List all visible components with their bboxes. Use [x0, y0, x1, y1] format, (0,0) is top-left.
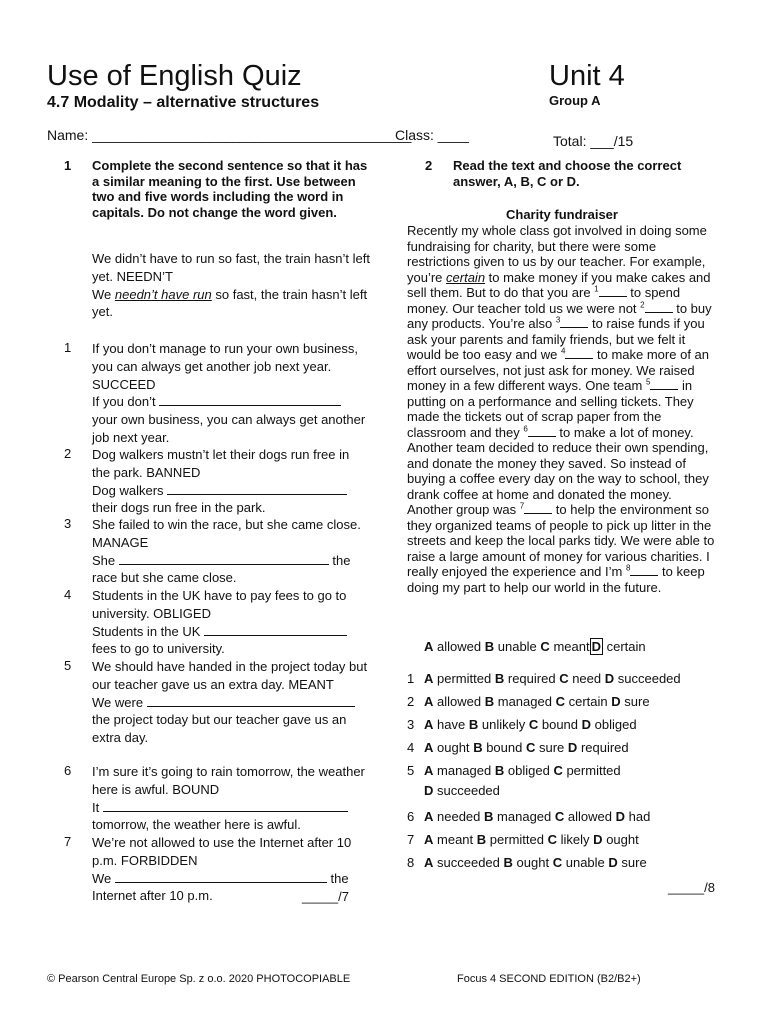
gap-6[interactable] — [528, 425, 556, 437]
option-word[interactable]: had — [628, 809, 651, 824]
option-word[interactable]: succeeded — [617, 671, 681, 686]
option-letter-d[interactable]: D — [567, 740, 578, 755]
option-word[interactable]: ought — [606, 832, 639, 847]
option-letter-d[interactable]: D — [424, 783, 434, 798]
gap-number: 2 — [640, 300, 645, 310]
item-sentence: We should have handed in the project today but our teacher gave us an extra day. MEANT — [92, 659, 368, 692]
option-letter-b[interactable]: B — [484, 694, 495, 709]
charity-text: Recently my whole class got involved in doing some fundraising for charity, but there were some restrictions given to us by our teacher. For example, you’re certain to make money if you make cakes and sell them. But to do that you are $^1$ to spend money. Our teacher told us we were not $^2$ to buy any products. You’re also $^3$ to raise funds if you ask your parents and family friends, but we felt it would be too easy and we $^4$ to make more of an effort ourselves, not just ask for money. We raised money in a few different ways. One team $^5$ in putting on a performance and selling tickets. They made the tickets out of scrap paper from the classroom and they $^6$ to make a lot of money. Another team decided to reduce their own spending, and donate the money they saved. So instead of buying a coffee every day on the way to school, they drank coffee at home and donated the money. Another group was $^7$ to help the environment so they organized teams of people to pick up litter in the streets and keep the local parks tidy. We were able to raise a large amount of money for various charities. I really enjoyed the experience and I’m $^8$ to keep doing my part to help our world in the future. — [407, 223, 715, 595]
gap-7[interactable] — [524, 502, 552, 514]
option-row — [424, 855, 647, 870]
option-letter-c[interactable]: C — [559, 671, 569, 686]
option-letter-b[interactable]: B — [494, 763, 505, 778]
option-word[interactable]: bound — [541, 717, 579, 732]
option-letter-c[interactable]: C — [553, 763, 563, 778]
example-selected-option: D — [591, 639, 601, 654]
unit-label: Unit 4 — [549, 60, 625, 92]
option-word[interactable]: permitted — [566, 763, 621, 778]
answer-line[interactable] — [159, 393, 341, 406]
option-letter-a[interactable]: A — [424, 832, 434, 847]
option-word[interactable]: need — [572, 671, 602, 686]
item-rewrite: Dog walkers their dogs run free in the park. — [92, 482, 368, 518]
item-number: 3 — [64, 516, 72, 531]
item-rewrite: She the race but she came close. — [92, 552, 351, 586]
gap-number: 7 — [519, 501, 525, 511]
option-word[interactable]: unable — [565, 855, 605, 870]
option-row — [424, 763, 621, 798]
gap-number: 1 — [594, 284, 599, 294]
option-letter-c[interactable]: C — [554, 809, 565, 824]
answer-line[interactable] — [119, 552, 329, 565]
answer-line[interactable] — [147, 694, 355, 707]
option-row — [424, 809, 650, 824]
option-letter-a[interactable]: A — [424, 809, 434, 824]
option-word[interactable]: certain — [568, 694, 608, 709]
exercise-2-number: 2 — [425, 158, 433, 173]
list-item — [92, 587, 368, 658]
option-letter-b[interactable]: B — [473, 740, 483, 755]
exercise-2-score: _____/8 — [668, 880, 715, 895]
example-options: A allowed B unable C meant D certain — [424, 639, 646, 654]
option-letter-d[interactable]: D — [593, 832, 603, 847]
option-row — [424, 832, 639, 847]
answer-line[interactable] — [167, 482, 347, 495]
class-field[interactable]: Class: ____ — [395, 127, 469, 143]
item-rewrite: Students in the UK fees to go to university. — [92, 623, 368, 659]
option-number: 2 — [407, 694, 415, 709]
quiz-subtitle: 4.7 Modality – alternative structures — [47, 94, 320, 111]
item-sentence: Dog walkers mustn’t let their dogs run free in the park. BANNED — [92, 447, 350, 480]
item-number: 7 — [64, 834, 72, 849]
option-word[interactable]: managed — [437, 763, 492, 778]
option-row — [424, 671, 681, 686]
item-sentence: If you don’t manage to run your own business, you can always get another job next year. SUCCEED — [92, 341, 358, 392]
option-letter-b[interactable]: B — [503, 855, 513, 870]
text-example-word: certain — [446, 269, 486, 285]
name-field[interactable]: Name: _________________________________________ — [47, 127, 412, 143]
option-word[interactable]: needed — [437, 809, 481, 824]
option-letter-b[interactable]: B — [476, 832, 487, 847]
option-word[interactable]: allowed — [567, 809, 612, 824]
gap-number: 6 — [523, 424, 528, 434]
option-letter-d[interactable]: D — [581, 717, 592, 732]
gap-8[interactable] — [630, 564, 658, 576]
item-sentence: Students in the UK have to pay fees to go to university. OBLIGED — [92, 588, 347, 621]
option-word[interactable]: managed — [497, 694, 552, 709]
option-letter-b[interactable]: B — [494, 671, 505, 686]
option-letter-a[interactable]: A — [424, 763, 434, 778]
item-number: 6 — [64, 763, 72, 778]
item-rewrite: It tomorrow, the weather here is awful. — [92, 799, 368, 835]
answer-line[interactable] — [115, 870, 327, 883]
option-word[interactable]: obliged — [594, 717, 637, 732]
option-word[interactable]: have — [437, 717, 466, 732]
option-row — [424, 694, 650, 709]
option-word[interactable]: permitted — [489, 832, 544, 847]
option-letter-a[interactable]: A — [424, 694, 434, 709]
option-letter-a[interactable]: A — [424, 671, 434, 686]
gap-4[interactable] — [565, 347, 593, 359]
option-letter-d[interactable]: D — [611, 694, 621, 709]
option-letter-b[interactable]: B — [468, 717, 479, 732]
option-word[interactable]: permitted — [437, 671, 492, 686]
quiz-title: Use of English Quiz — [47, 60, 302, 92]
option-word[interactable]: succeeded — [437, 855, 500, 870]
option-number: 3 — [407, 717, 415, 732]
option-word[interactable]: obliged — [507, 763, 550, 778]
item-number: 5 — [64, 658, 72, 673]
footer-edition: Focus 4 SECOND EDITION (B2/B2+) — [457, 973, 641, 985]
item-number: 1 — [64, 340, 72, 355]
option-word[interactable]: required — [507, 671, 556, 686]
list-item — [92, 340, 368, 447]
option-letter-a[interactable]: A — [424, 740, 434, 755]
gap-1[interactable] — [599, 285, 627, 297]
item-number: 4 — [64, 587, 72, 602]
gap-number: 8 — [625, 563, 631, 573]
option-number: 4 — [407, 740, 415, 755]
answer-line[interactable] — [204, 623, 347, 636]
option-word[interactable]: managed — [497, 809, 552, 824]
gap-number: 3 — [555, 315, 561, 325]
option-number: 8 — [407, 855, 415, 870]
option-word[interactable]: sure — [624, 694, 650, 709]
option-word[interactable]: unlikely — [481, 717, 526, 732]
example-sentence: We didn’t have to run so fast, the train hasn’t left yet. NEEDN’T — [92, 251, 370, 284]
answer-line[interactable] — [103, 799, 348, 812]
gap-2[interactable] — [645, 301, 673, 313]
option-word[interactable]: sure — [539, 740, 565, 755]
option-word[interactable]: allowed — [437, 694, 482, 709]
item-number: 2 — [64, 446, 72, 461]
exercise-1-example — [92, 250, 372, 321]
option-letter-a[interactable]: A — [424, 855, 434, 870]
item-sentence: We’re not allowed to use the Internet after 10 p.m. FORBIDDEN — [92, 835, 352, 868]
option-letter-d[interactable]: D — [608, 855, 618, 870]
option-letter-d[interactable]: D — [615, 809, 626, 824]
list-item — [92, 658, 368, 747]
option-letter-c[interactable]: C — [547, 832, 558, 847]
gap-3[interactable] — [560, 316, 588, 328]
option-number: 1 — [407, 671, 415, 686]
group-label: Group A — [549, 93, 601, 108]
option-row — [424, 740, 629, 755]
item-rewrite: We were the project today but our teacher gave us an extra day. — [92, 694, 368, 747]
gap-number: 5 — [645, 377, 651, 387]
item-rewrite: If you don’t your own business, you can always get another job next year. — [92, 394, 366, 445]
option-word[interactable]: bound — [486, 740, 523, 755]
exercise-1-instruction: Complete the second sentence so that it has a similar meaning to the first. Use between two and five words including the word in capitals. Do not change the word given. — [92, 158, 368, 220]
item-rewrite: We the Internet after 10 p.m. — [92, 870, 349, 904]
option-number: 6 — [407, 809, 415, 824]
gap-number: 4 — [560, 346, 566, 356]
example-answer: needn’t have run — [114, 286, 212, 302]
option-letter-c[interactable]: C — [555, 694, 565, 709]
option-letter-a[interactable]: A — [424, 717, 434, 732]
gap-5[interactable] — [650, 378, 678, 390]
text-title: Charity fundraiser — [506, 207, 618, 222]
option-letter-b[interactable]: B — [484, 809, 494, 824]
option-letter-c[interactable]: C — [552, 855, 563, 870]
option-letter-d[interactable]: D — [604, 671, 615, 686]
option-word[interactable]: succeeded — [437, 783, 500, 798]
option-word[interactable]: required — [580, 740, 629, 755]
item-sentence: I’m sure it’s going to rain tomorrow, the weather here is awful. BOUND — [92, 764, 365, 797]
item-sentence: She failed to win the race, but she came close. MANAGE — [92, 517, 361, 550]
list-item — [92, 516, 368, 587]
exercise-2-instruction: Read the text and choose the correct answer, A, B, C or D. — [453, 158, 682, 189]
footer-copyright: © Pearson Central Europe Sp. z o.o. 2020 PHOTOCOPIABLE — [47, 973, 351, 985]
option-letter-c[interactable]: C — [525, 740, 536, 755]
exercise-1-score: _____/7 — [302, 889, 349, 904]
option-number: 7 — [407, 832, 415, 847]
total-score: Total: ___/15 — [553, 133, 634, 149]
example-answer-line: We needn’t have run so fast, the train hasn’t left yet. — [92, 286, 368, 320]
option-word[interactable]: ought — [516, 855, 550, 870]
list-item — [92, 763, 368, 834]
list-item — [92, 446, 368, 517]
exercise-1-number: 1 — [64, 158, 72, 173]
option-word[interactable]: ought — [437, 740, 470, 755]
option-word[interactable]: sure — [621, 855, 647, 870]
option-number: 5 — [407, 763, 415, 778]
option-letter-c[interactable]: C — [528, 717, 539, 732]
option-row — [424, 717, 637, 732]
option-word[interactable]: meant — [437, 832, 474, 847]
option-word[interactable]: likely — [560, 832, 590, 847]
